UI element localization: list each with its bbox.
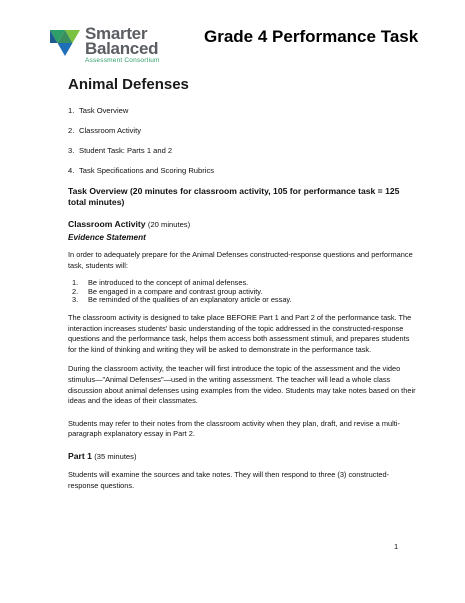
list-item: 3. Be reminded of the qualities of an explanatory article or essay. — [72, 295, 292, 305]
toc-item[interactable]: 1. Task Overview — [68, 106, 129, 115]
page-number: 1 — [394, 542, 399, 551]
toc-item[interactable]: 2. Classroom Activity — [68, 126, 142, 135]
logo-mark-icon — [48, 26, 82, 60]
classroom-activity-heading: Classroom Activity (20 minutes) — [68, 219, 191, 229]
logo-wordmark-smarter: Smarter — [85, 24, 148, 43]
part1-text: Students will examine the sources and take notes. They will then respond to three (3) constructed-response questions. — [68, 469, 390, 490]
header-title: Grade 4 Performance Task — [204, 27, 419, 46]
table-of-contents — [68, 106, 418, 175]
smarter-balanced-logo — [48, 26, 168, 62]
part1-duration: (35 minutes) — [94, 451, 137, 461]
document-title: Animal Defenses — [68, 76, 189, 93]
logo-tagline: Assessment Consortium — [85, 57, 160, 64]
classroom-activity-paragraph-1: The classroom activity is designed to take place BEFORE Part 1 and Part 2 of the performance task. The interaction increases students' basic understanding of the topic addressed in the constructed-response questions and the performance task, helps them access both assessment stimuli, and prepares students for the kind of thinking and writing they will be asked to demonstrate in the performance task. — [68, 312, 412, 354]
document-body — [68, 76, 418, 491]
classroom-activity-duration: (20 minutes) — [147, 220, 191, 229]
logo-wordmark-balanced: Balanced — [85, 39, 159, 58]
toc-item[interactable]: 4. Task Specifications and Scoring Rubrics — [68, 166, 215, 175]
classroom-activity-paragraph-2: During the classroom activity, the teacher will first introduce the topic of the assessment and the video stimulus—"Animal Defenses"—used in the writing assessment. The teacher will lead a whole class discussion about animal defenses using examples from the video. Students may take notes based on their ideas and the ideas of their classmates. — [68, 364, 416, 406]
task-overview-heading: Task Overview (20 minutes for classroom activity, 105 for performance task = 125 total minutes) — [68, 186, 400, 207]
part1-heading: Part 1 (35 minutes) — [68, 450, 137, 461]
list-item: 2. Be engaged in a compare and contrast group activity. — [72, 286, 263, 296]
evidence-statement-heading: Evidence Statement — [68, 233, 146, 242]
classroom-activity-paragraph-3: Students may refer to their notes from the classroom activity when they plan, draft, and revise a multi-paragraph explanatory essay in Part 2. — [68, 418, 400, 439]
toc-item[interactable]: 3. Student Task: Parts 1 and 2 — [68, 146, 173, 155]
list-item: 1. Be introduced to the concept of animal defenses. — [72, 278, 249, 288]
objectives-list — [68, 279, 418, 305]
evidence-intro: In order to adequately prepare for the Animal Defenses constructed-response questions and performance task, students will: — [68, 250, 413, 270]
